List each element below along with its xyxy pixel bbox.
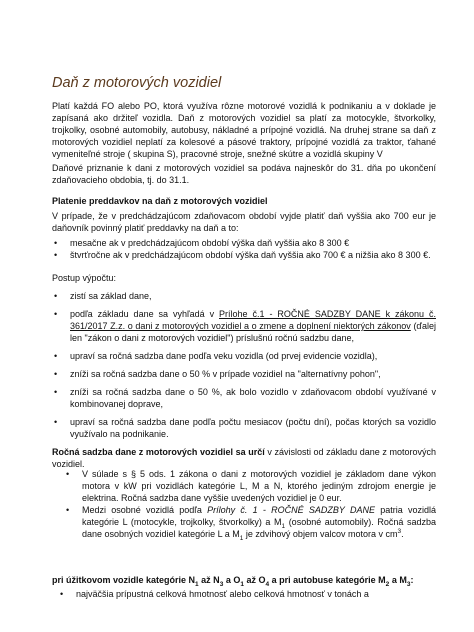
advances-list: [52, 237, 436, 261]
list-item: • mesačne ak v predchádzajúcom období výška daň vyššia ako 8 300 €: [54, 238, 350, 248]
list-item: • V súlade s § 5 ods. 1 zákona o dani z motorových vozidiel je základom dane výkon motora v kW pri vozidlách kategórie L, M a N, ktorého jediným zdrojom energie je elektrina. Ročná sadzba dane vyššie uvedených vozidiel je 0 eur.: [66, 469, 436, 503]
bullet-icon: •: [66, 469, 70, 479]
list-item: • upraví sa ročná sadzba dane podľa počtu mesiacov (počtu dní), počas ktorých sa vozidlo využívalo na podnikanie.: [54, 417, 436, 439]
procedure-heading: Postup výpočtu:: [52, 273, 117, 283]
list-item: • najväčšia prípustná celková hmotnosť alebo celková hmotnosť v tonách a: [60, 589, 369, 599]
list-item: • zistí sa základ dane,: [54, 291, 152, 301]
advances-text: V prípade, že v predchádzajúcom zdaňovacom období vyjde platiť daň vyššia ako 700 eur je daňovník povinný platiť preddavky na daň a to:: [52, 211, 436, 233]
list-item: • podľa základu dane sa vyhľadá v Prílohe č.1 - ROČNÉ SADZBY DANE k zákonu č. 361/2017 Z.z. o dani z motorových vozidiel a o zmene a doplnení niektorých zákonov (ďalej len "zákon o dani z motorových vozidiel") príslušnú ročnú sadzbu dane,: [54, 309, 436, 343]
deadline-paragraph: Daňové priznanie k dani z motorových vozidiel sa podáva najneskôr do 31. dňa po ukončení zdaňovacieho obdobia, tj. do 31.1.: [52, 163, 436, 185]
rate-list: [64, 468, 436, 540]
page-title: Daň z motorových vozidiel: [52, 75, 222, 91]
bullet-icon: •: [66, 505, 70, 515]
bullet-icon: •: [54, 417, 58, 427]
list-item: • Medzi osobné vozidlá podľa Prílohy č. 1 - ROČNÉ SADZBY DANE patria vozidlá kategórie L (motocykle, trojkolky, štvorkolky) a $M_1$ (osobné automobily). Ročná sadzba dane osobných vozidiel kategórie L a $M_1$ je zdvihový objem valcov motora v $cm^3$.: [66, 505, 437, 542]
bullet-icon: •: [54, 238, 58, 248]
procedure-list: [52, 290, 436, 440]
list-item: • upraví sa ročná sadzba dane podľa veku vozidla (od prvej evidencie vozidla),: [54, 351, 378, 361]
advances-heading: Platenie preddavkov na daň z motorových vozidiel: [52, 196, 268, 206]
bullet-icon: •: [60, 589, 64, 599]
bullet-icon: •: [54, 369, 58, 379]
usage-heading: pri úžitkovom vozidle kategórie $N_1$ až $N_3$ a $O_1$ až $O_4$ a pri autobuse kategórie $M_2$ a $M_3$:: [52, 575, 414, 588]
bullet-icon: •: [54, 351, 58, 361]
rate-paragraph: Ročná sadzba dane z motorových vozidiel sa určí v závislosti od základu dane z motorových vozidiel.: [52, 447, 436, 469]
annex-link[interactable]: Prílohe č.1 - ROČNÉ SADZBY DANE k zákonu č. 361/2017 Z.z. o dani z motorových vozidiel a o zmene a doplnení niektorých zákonov: [70, 309, 436, 331]
usage-list: [58, 588, 436, 600]
bullet-icon: •: [54, 291, 58, 301]
list-item: • zníži sa ročná sadzba dane o 50 %, ak bolo vozidlo v zdaňovacom období využívané v kombinovanej doprave,: [54, 387, 436, 409]
list-item: • štvrťročne ak v predchádzajúcom období výška daň vyššia ako 700 € a nižšia ako 8 300 €.: [54, 250, 431, 260]
bullet-icon: •: [54, 309, 58, 319]
bullet-icon: •: [54, 387, 58, 397]
intro-paragraph: Platí každá FO alebo PO, ktorá využíva rôzne motorové vozidlá k podnikaniu a v doklade je zapísaná ako držiteľ vozidla. Daň z motorových vozidiel sa platí za motocykle, štvorkolky, trojkolky, osobné automobily, autobusy, nákladné a prípojné vozidlá. Na druhej strane sa daň z motorových vozidiel neplatí za kolesové a pásové traktory, prípojné vozidlá za traktor, ťahané vymeniteľné stroje ( skupina S), pracovné stroje, snežné skútre a vozidlá skupiny V: [52, 101, 436, 159]
bullet-icon: •: [54, 250, 58, 260]
list-item: • zníži sa ročná sadzba dane o 50 % v prípade vozidiel na "alternatívny pohon",: [54, 369, 381, 379]
